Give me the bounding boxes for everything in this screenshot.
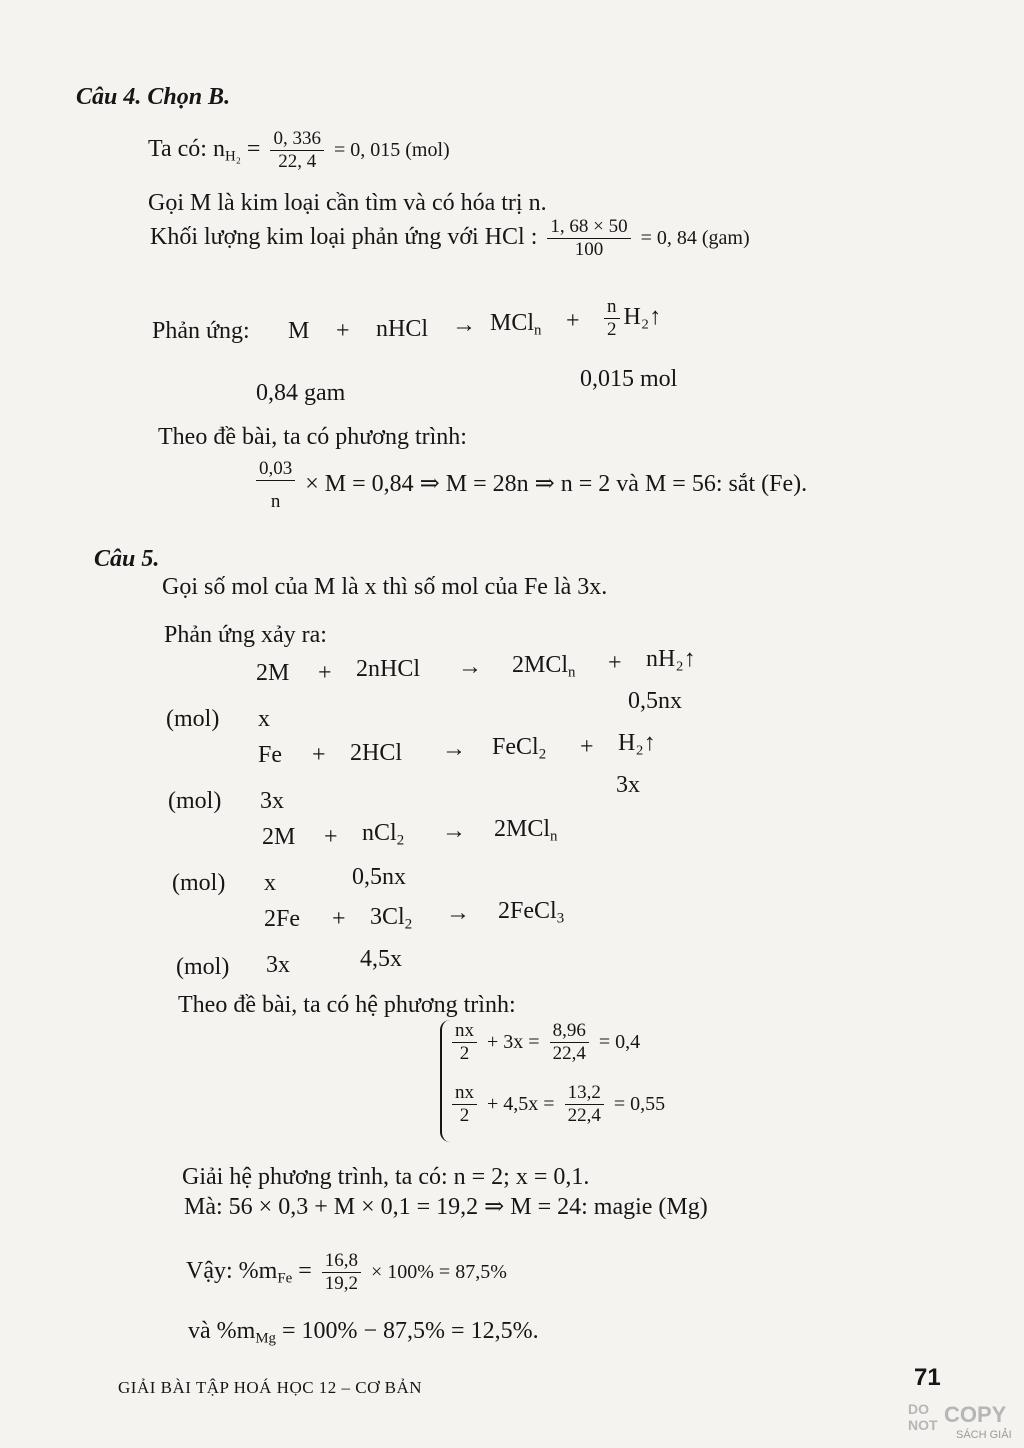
formula: 2MCl bbox=[512, 652, 569, 678]
result: = 0, 015 (mol) bbox=[333, 138, 450, 161]
r4-mol-a: 3x bbox=[266, 952, 290, 978]
subscript: 2 bbox=[538, 746, 547, 763]
r3-plus: + bbox=[324, 824, 338, 850]
question-4-heading: Câu 4. Chọn B. bbox=[76, 84, 231, 110]
text: Khối lượng kim loại phản ứng với HCl : bbox=[150, 223, 538, 250]
subscript: n bbox=[568, 664, 576, 681]
formula: nCl bbox=[362, 820, 397, 846]
denominator: 22,4 bbox=[552, 1042, 586, 1064]
numerator: 16,8 bbox=[322, 1250, 361, 1273]
q5-line-reactions: Phản ứng xảy ra: bbox=[164, 622, 327, 648]
r3-mol-b: 0,5nx bbox=[352, 864, 406, 890]
q4-reaction-mcln bbox=[490, 310, 541, 340]
equation-text: × M = 0,84 ⇒ M = 28n ⇒ n = 2 và M = 56: sắt (Fe). bbox=[305, 470, 808, 497]
subscript: 2 bbox=[396, 832, 405, 849]
watermark-not: NOT bbox=[908, 1417, 938, 1433]
formula: H₂↑ bbox=[623, 303, 662, 330]
q4-reaction-nhcl: nHCl bbox=[376, 316, 429, 342]
q5-va-line bbox=[188, 1318, 539, 1348]
q4-equation bbox=[252, 458, 807, 513]
r1-mol-label: (mol) bbox=[166, 706, 220, 732]
r2-d: H₂↑ bbox=[618, 730, 656, 756]
q4-reaction-label: Phản ứng: bbox=[152, 318, 250, 344]
r1-mol-a: x bbox=[258, 706, 270, 732]
r4-a: 2Fe bbox=[264, 906, 300, 932]
numerator: 13,2 bbox=[565, 1082, 604, 1105]
q4-quantity-moles: 0,015 mol bbox=[580, 366, 678, 392]
watermark-brand: SÁCH GIẢI bbox=[956, 1429, 1012, 1441]
r3-arrow: → bbox=[442, 818, 466, 844]
fraction bbox=[550, 1020, 589, 1065]
r4-b bbox=[370, 904, 412, 934]
result: = 0, 84 (gam) bbox=[640, 226, 750, 249]
subscript: H₂ bbox=[224, 148, 241, 165]
r1-plus-2: + bbox=[608, 650, 622, 676]
fraction bbox=[547, 216, 630, 261]
r1-arrow: → bbox=[458, 654, 482, 680]
watermark-do: DO bbox=[908, 1401, 929, 1417]
subscript: Fe bbox=[277, 1270, 293, 1287]
numerator: 0, 336 bbox=[270, 128, 324, 151]
r3-mol-a: x bbox=[264, 870, 276, 896]
r2-mol-d: 3x bbox=[616, 772, 640, 798]
result: × 100% = 87,5% bbox=[370, 1260, 507, 1283]
r2-b: 2HCl bbox=[350, 740, 403, 766]
subscript: n bbox=[550, 828, 558, 845]
r3-c bbox=[494, 816, 557, 846]
denominator: 2 bbox=[459, 1042, 470, 1064]
r4-mol-label: (mol) bbox=[176, 954, 230, 980]
numerator: 8,96 bbox=[550, 1020, 589, 1043]
equals: = bbox=[298, 1257, 312, 1284]
q5-theo-line: Theo đề bài, ta có hệ phương trình: bbox=[178, 992, 516, 1018]
r1-plus: + bbox=[318, 660, 332, 686]
denominator: 2 bbox=[459, 1104, 470, 1126]
r1-c bbox=[512, 652, 575, 682]
watermark-copy: COPY bbox=[944, 1402, 1007, 1427]
formula: 2FeCl bbox=[498, 898, 557, 924]
q5-ma-line: Mà: 56 × 0,3 + M × 0,1 = 19,2 ⇒ M = 24: magie (Mg) bbox=[184, 1194, 708, 1220]
r4-plus: + bbox=[332, 906, 346, 932]
q5-vay-line bbox=[186, 1250, 507, 1295]
fraction bbox=[452, 1082, 477, 1127]
numerator: nx bbox=[452, 1082, 477, 1105]
text: Ta có: n bbox=[148, 135, 225, 162]
r1-d: nH₂↑ bbox=[646, 646, 696, 672]
formula: 3Cl bbox=[370, 904, 405, 930]
fraction bbox=[256, 458, 295, 513]
r2-mol-a: 3x bbox=[260, 788, 284, 814]
denominator: 2 bbox=[607, 318, 617, 340]
r2-a: Fe bbox=[258, 742, 282, 768]
subscript: 2 bbox=[404, 916, 413, 933]
q4-line-metal: Gọi M là kim loại cần tìm và có hóa trị n. bbox=[148, 190, 547, 216]
denominator: n bbox=[270, 490, 281, 512]
fraction bbox=[322, 1250, 361, 1295]
system-eq-2 bbox=[448, 1082, 665, 1127]
denominator: 22, 4 bbox=[278, 150, 317, 172]
middle: + 3x = bbox=[487, 1030, 540, 1053]
r2-plus: + bbox=[312, 742, 326, 768]
fraction bbox=[565, 1082, 604, 1127]
formula: 2MCl bbox=[494, 816, 551, 842]
formula: FeCl bbox=[492, 734, 539, 760]
page-number: 71 bbox=[914, 1364, 941, 1391]
r4-mol-b: 4,5x bbox=[360, 946, 402, 972]
denominator: 19,2 bbox=[324, 1272, 358, 1294]
q4-reaction-plus-2: + bbox=[566, 308, 580, 334]
r3-b bbox=[362, 820, 404, 850]
q4-reaction-arrow: → bbox=[452, 312, 476, 338]
text: Vậy: %m bbox=[186, 1257, 278, 1284]
question-5-heading: Câu 5. bbox=[94, 546, 160, 572]
result: = 0,55 bbox=[613, 1092, 666, 1115]
q4-line-mass bbox=[150, 216, 750, 261]
q4-quantity-mass: 0,84 gam bbox=[256, 380, 346, 406]
subscript: Mg bbox=[255, 1330, 276, 1347]
r1-a: 2M bbox=[256, 660, 290, 686]
book-title: GIẢI BÀI TẬP HOÁ HỌC 12 – CƠ BẢN bbox=[118, 1378, 423, 1397]
middle: + 4,5x = bbox=[487, 1092, 555, 1115]
q5-line-moles: Gọi số mol của M là x thì số mol của Fe là 3x. bbox=[162, 574, 608, 600]
q4-reaction-m: M bbox=[288, 318, 310, 344]
denominator: 100 bbox=[574, 238, 604, 260]
r1-mol-d: 0,5nx bbox=[628, 688, 682, 714]
numerator: n bbox=[604, 296, 620, 319]
equals: = bbox=[246, 135, 261, 162]
result: = 0,4 bbox=[598, 1030, 641, 1053]
r2-plus-2: + bbox=[580, 734, 594, 760]
numerator: nx bbox=[452, 1020, 477, 1043]
q4-reaction-h2 bbox=[600, 296, 661, 341]
system-eq-1 bbox=[448, 1020, 640, 1065]
r3-mol-label: (mol) bbox=[172, 870, 226, 896]
result: = 100% − 87,5% = 12,5%. bbox=[281, 1318, 539, 1344]
r2-arrow: → bbox=[442, 736, 466, 762]
q5-solve-line: Giải hệ phương trình, ta có: n = 2; x = 0,1. bbox=[182, 1164, 590, 1190]
subscript: 3 bbox=[556, 910, 565, 927]
numerator: 1, 68 × 50 bbox=[547, 216, 630, 239]
fraction bbox=[604, 296, 620, 341]
fraction bbox=[452, 1020, 477, 1065]
r4-c bbox=[498, 898, 564, 928]
text: và %m bbox=[188, 1318, 256, 1344]
r3-a: 2M bbox=[262, 824, 296, 850]
r2-c bbox=[492, 734, 546, 764]
r1-b: 2nHCl bbox=[356, 656, 421, 682]
subscript: n bbox=[534, 322, 542, 339]
r4-arrow: → bbox=[446, 900, 470, 926]
q4-theo-line: Theo đề bài, ta có phương trình: bbox=[158, 424, 467, 450]
q4-reaction-plus: + bbox=[336, 318, 350, 344]
numerator: 0,03 bbox=[256, 458, 295, 481]
fraction bbox=[270, 128, 324, 173]
denominator: 22,4 bbox=[567, 1104, 601, 1126]
r2-mol-label: (mol) bbox=[168, 788, 222, 814]
formula: MCl bbox=[490, 310, 535, 336]
q4-line-moles-h2 bbox=[148, 128, 450, 173]
